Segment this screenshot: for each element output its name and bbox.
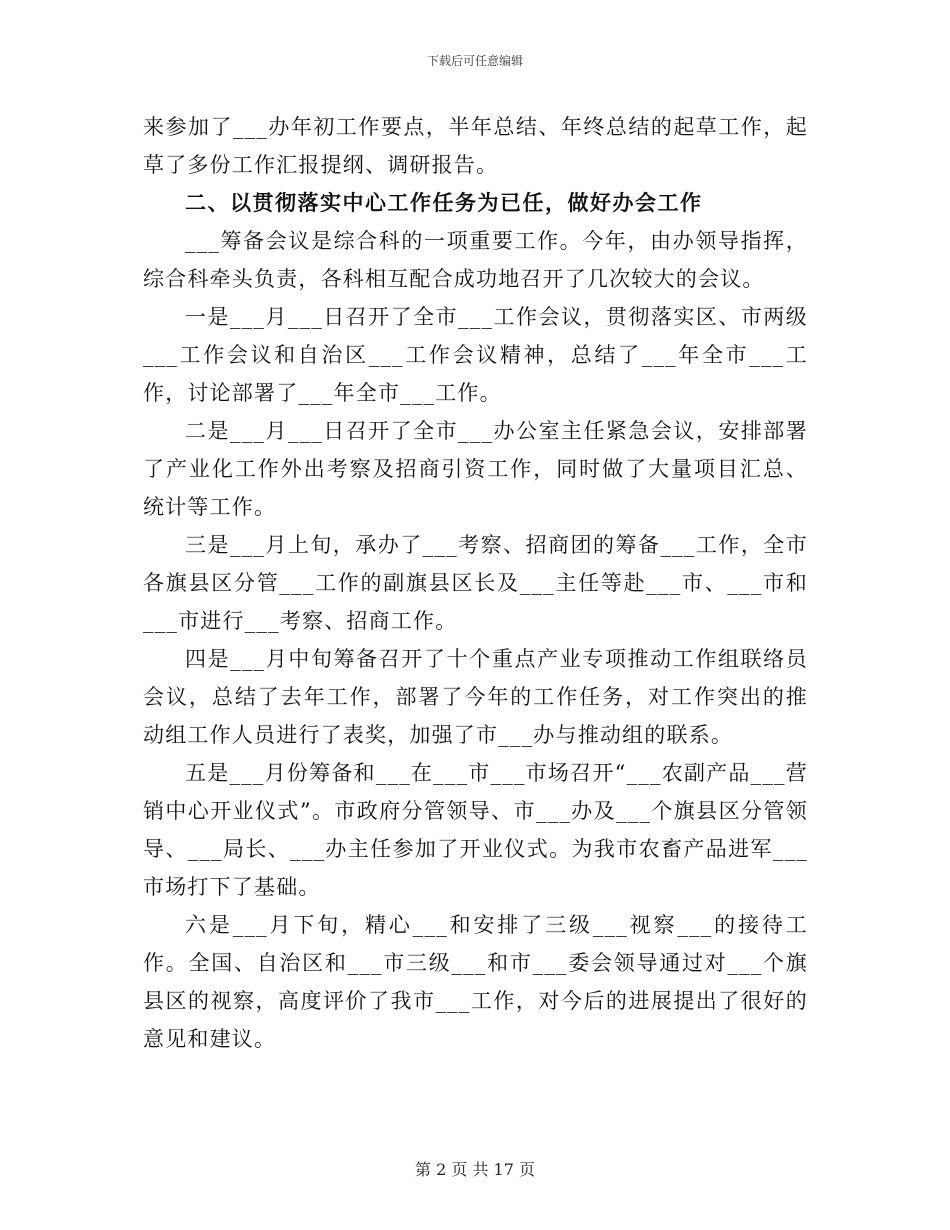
paragraph-item-4: 四是___月中旬筹备召开了十个重点产业专项推动工作组联络员会议，总结了去年工作，部署了今年的工作任务，对工作突出的推动组工作人员进行了表奖，加强了市___办与推动组的联系。 <box>143 647 808 747</box>
paragraph-item-5: 五是___月份筹备和___在___市___市场召开“___农副产品___营销中心开业仪式”。市政府分管领导、市___办及___个旗县区分管领导、___局长、___办主任参加了开业仪式。为我市农畜产品进军___市场打下了基础。 <box>143 761 808 899</box>
document-body <box>143 108 808 1058</box>
paragraph-item-3: 三是___月上旬，承办了___考察、招商团的筹备___工作，全市各旗县区分管___工作的副旗县区长及___主任等赴___市、___市和___市进行___考察、招商工作。 <box>143 533 808 633</box>
paragraph-item-1: 一是___月___日召开了全市___工作会议，贯彻落实区、市两级___工作会议和自治区___工作会议精神，总结了___年全市___工作，讨论部署了___年全市___工作。 <box>143 305 808 405</box>
page-header-note: 下载后可任意编辑 <box>426 54 523 68</box>
paragraph-intro: ___筹备会议是综合科的一项重要工作。今年，由办领导指挥，综合科牵头负责，各科相互配合成功地召开了几次较大的会议。 <box>143 229 808 291</box>
section-heading: 二、以贯彻落实中心工作任务为已任，做好办会工作 <box>185 191 703 215</box>
paragraph-continued: 来参加了___办年初工作要点，半年总结、年终总结的起草工作，起草了多份工作汇报提纲、调研报告。 <box>143 115 808 177</box>
page-number: 第 2 页 共 17 页 <box>415 1160 535 1179</box>
paragraph-item-2: 二是___月___日召开了全市___办公室主任紧急会议，安排部署了产业化工作外出考察及招商引资工作，同时做了大量项目汇总、统计等工作。 <box>143 419 808 519</box>
paragraph-item-6: 六是___月下旬，精心___和安排了三级___视察___的接待工作。全国、自治区和___市三级___和市___委会领导通过对___个旗县区的视察，高度评价了我市___工作，对今后的进展提出了很好的意见和建议。 <box>143 913 808 1051</box>
